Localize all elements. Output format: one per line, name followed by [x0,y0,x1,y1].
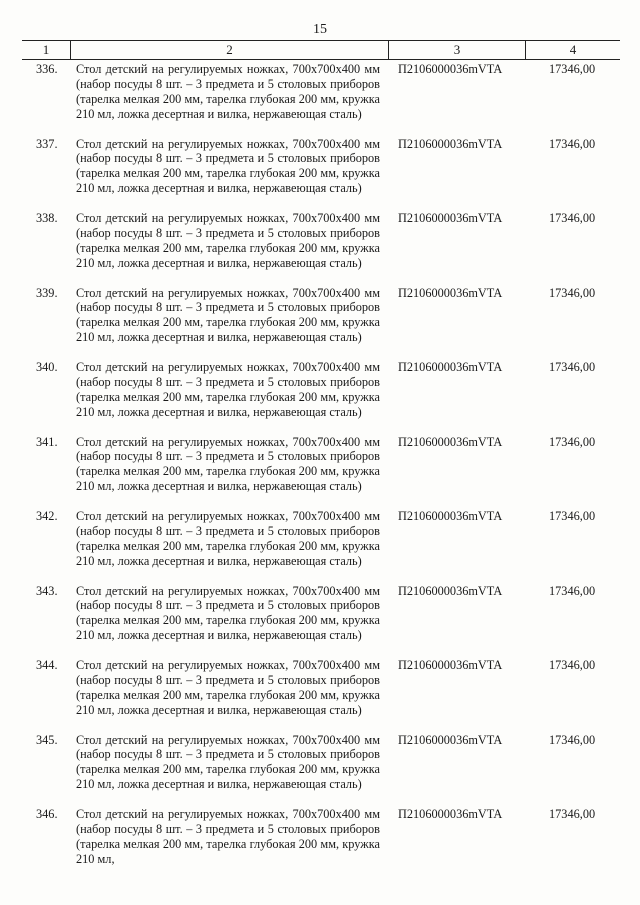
item-price: 17346,00 [549,583,596,598]
row-number: 346. [36,807,58,821]
item-code: П2106000036mVTA [398,285,503,300]
item-price: 17346,00 [549,360,596,374]
item-price: 17346,00 [549,62,596,76]
item-price: 17346,00 [549,658,596,672]
header-col-2: 2 [70,41,388,59]
item-code: П2106000036mVTA [398,62,503,76]
table-row [22,733,620,808]
row-number: 336. [36,62,58,76]
row-number: 343. [36,583,58,598]
item-description: Стол детский на регулируемых ножках, 700x700x400 мм (набор посуды 8 шт. – 3 предмета и 5 столовых приборов (тарелка мелкая 200 мм, тарелка глубокая 200 мм, кружка 210 мл, ложка десертная и вилка, нержавеющая сталь) [76,658,380,717]
item-price: 17346,00 [549,136,596,151]
row-number: 337. [36,136,58,151]
header-col-1: 1 [42,42,50,57]
item-code: П2106000036mVTA [398,360,503,374]
table-row [22,435,620,510]
item-description: Стол детский на регулируемых ножках, 700x700x400 мм (набор посуды 8 шт. – 3 предмета и 5 столовых приборов (тарелка мелкая 200 мм, тарелка глубокая 200 мм, кружка 210 мл, ложка десертная и вилка, нержавеющая сталь) [76,434,380,494]
item-description: Стол детский на регулируемых ножках, 700x700x400 мм (набор посуды 8 шт. – 3 предмета и 5 столовых приборов (тарелка мелкая 200 мм, тарелка глубокая 200 мм, кружка 210 мл, ложка десертная и вилка, нержавеющая сталь) [76,509,380,568]
page-number: 15 [313,22,327,37]
row-number: 342. [36,509,58,523]
table-header [22,40,620,60]
item-code: П2106000036mVTA [398,658,503,672]
table-row [22,584,620,659]
item-price: 17346,00 [549,434,596,449]
item-description: Стол детский на регулируемых ножках, 700x700x400 мм (набор посуды 8 шт. – 3 предмета и 5 столовых приборов (тарелка мелкая 200 мм, тарелка глубокая 200 мм, кружка 210 мл, ложка десертная и вилка, нержавеющая сталь) [76,732,380,792]
item-code: П2106000036mVTA [398,807,503,821]
item-price: 17346,00 [549,732,596,747]
item-price: 17346,00 [549,211,596,225]
item-price: 17346,00 [549,285,596,300]
row-number: 344. [36,658,58,672]
table-row [22,509,620,584]
item-code: П2106000036mVTA [398,434,503,449]
table-row [22,286,620,361]
header-col-4: 4 [525,41,620,59]
table-row [22,211,620,286]
row-number: 340. [36,360,58,374]
item-code: П2106000036mVTA [398,583,503,598]
table-row [22,360,620,435]
row-number: 339. [36,285,58,300]
header-col-3: 3 [388,41,525,59]
item-description: Стол детский на регулируемых ножках, 700x700x400 мм (набор посуды 8 шт. – 3 предмета и 5 столовых приборов (тарелка мелкая 200 мм, тарелка глубокая 200 мм, кружка 210 мл, ложка десертная и вилка, нержавеющая сталь) [76,583,380,643]
item-code: П2106000036mVTA [398,136,503,151]
item-description: Стол детский на регулируемых ножках, 700x700x400 мм (набор посуды 8 шт. – 3 предмета и 5 столовых приборов (тарелка мелкая 200 мм, тарелка глубокая 200 мм, кружка 210 мл, ложка десертная и вилка, нержавеющая сталь) [76,136,380,196]
item-description: Стол детский на регулируемых ножках, 700x700x400 мм (набор посуды 8 шт. – 3 предмета и 5 столовых приборов (тарелка мелкая 200 мм, тарелка глубокая 200 мм, кружка 210 мл, ложка десертная и вилка, нержавеющая сталь) [76,285,380,345]
table-row [22,62,620,137]
row-number: 341. [36,434,58,449]
item-code: П2106000036mVTA [398,211,503,225]
table-row [22,137,620,212]
table-row [22,658,620,733]
item-price: 17346,00 [549,509,596,523]
table-body [22,62,620,882]
item-description: Стол детский на регулируемых ножках, 700x700x400 мм (набор посуды 8 шт. – 3 предмета и 5 столовых приборов (тарелка мелкая 200 мм, тарелка глубокая 200 мм, кружка 210 мл, ложка десертная и вилка, нержавеющая сталь) [76,360,380,419]
item-code: П2106000036mVTA [398,732,503,747]
row-number: 338. [36,211,58,225]
item-description: Стол детский на регулируемых ножках, 700x700x400 мм (набор посуды 8 шт. – 3 предмета и 5 столовых приборов (тарелка мелкая 200 мм, тарелка глубокая 200 мм, кружка 210 мл, [76,807,380,866]
table-row [22,807,620,882]
item-description: Стол детский на регулируемых ножках, 700x700x400 мм (набор посуды 8 шт. – 3 предмета и 5 столовых приборов (тарелка мелкая 200 мм, тарелка глубокая 200 мм, кружка 210 мл, ложка десертная и вилка, нержавеющая сталь) [76,62,380,121]
item-price: 17346,00 [549,807,596,821]
item-code: П2106000036mVTA [398,509,503,523]
row-number: 345. [36,732,58,747]
item-description: Стол детский на регулируемых ножках, 700x700x400 мм (набор посуды 8 шт. – 3 предмета и 5 столовых приборов (тарелка мелкая 200 мм, тарелка глубокая 200 мм, кружка 210 мл, ложка десертная и вилка, нержавеющая сталь) [76,211,380,270]
